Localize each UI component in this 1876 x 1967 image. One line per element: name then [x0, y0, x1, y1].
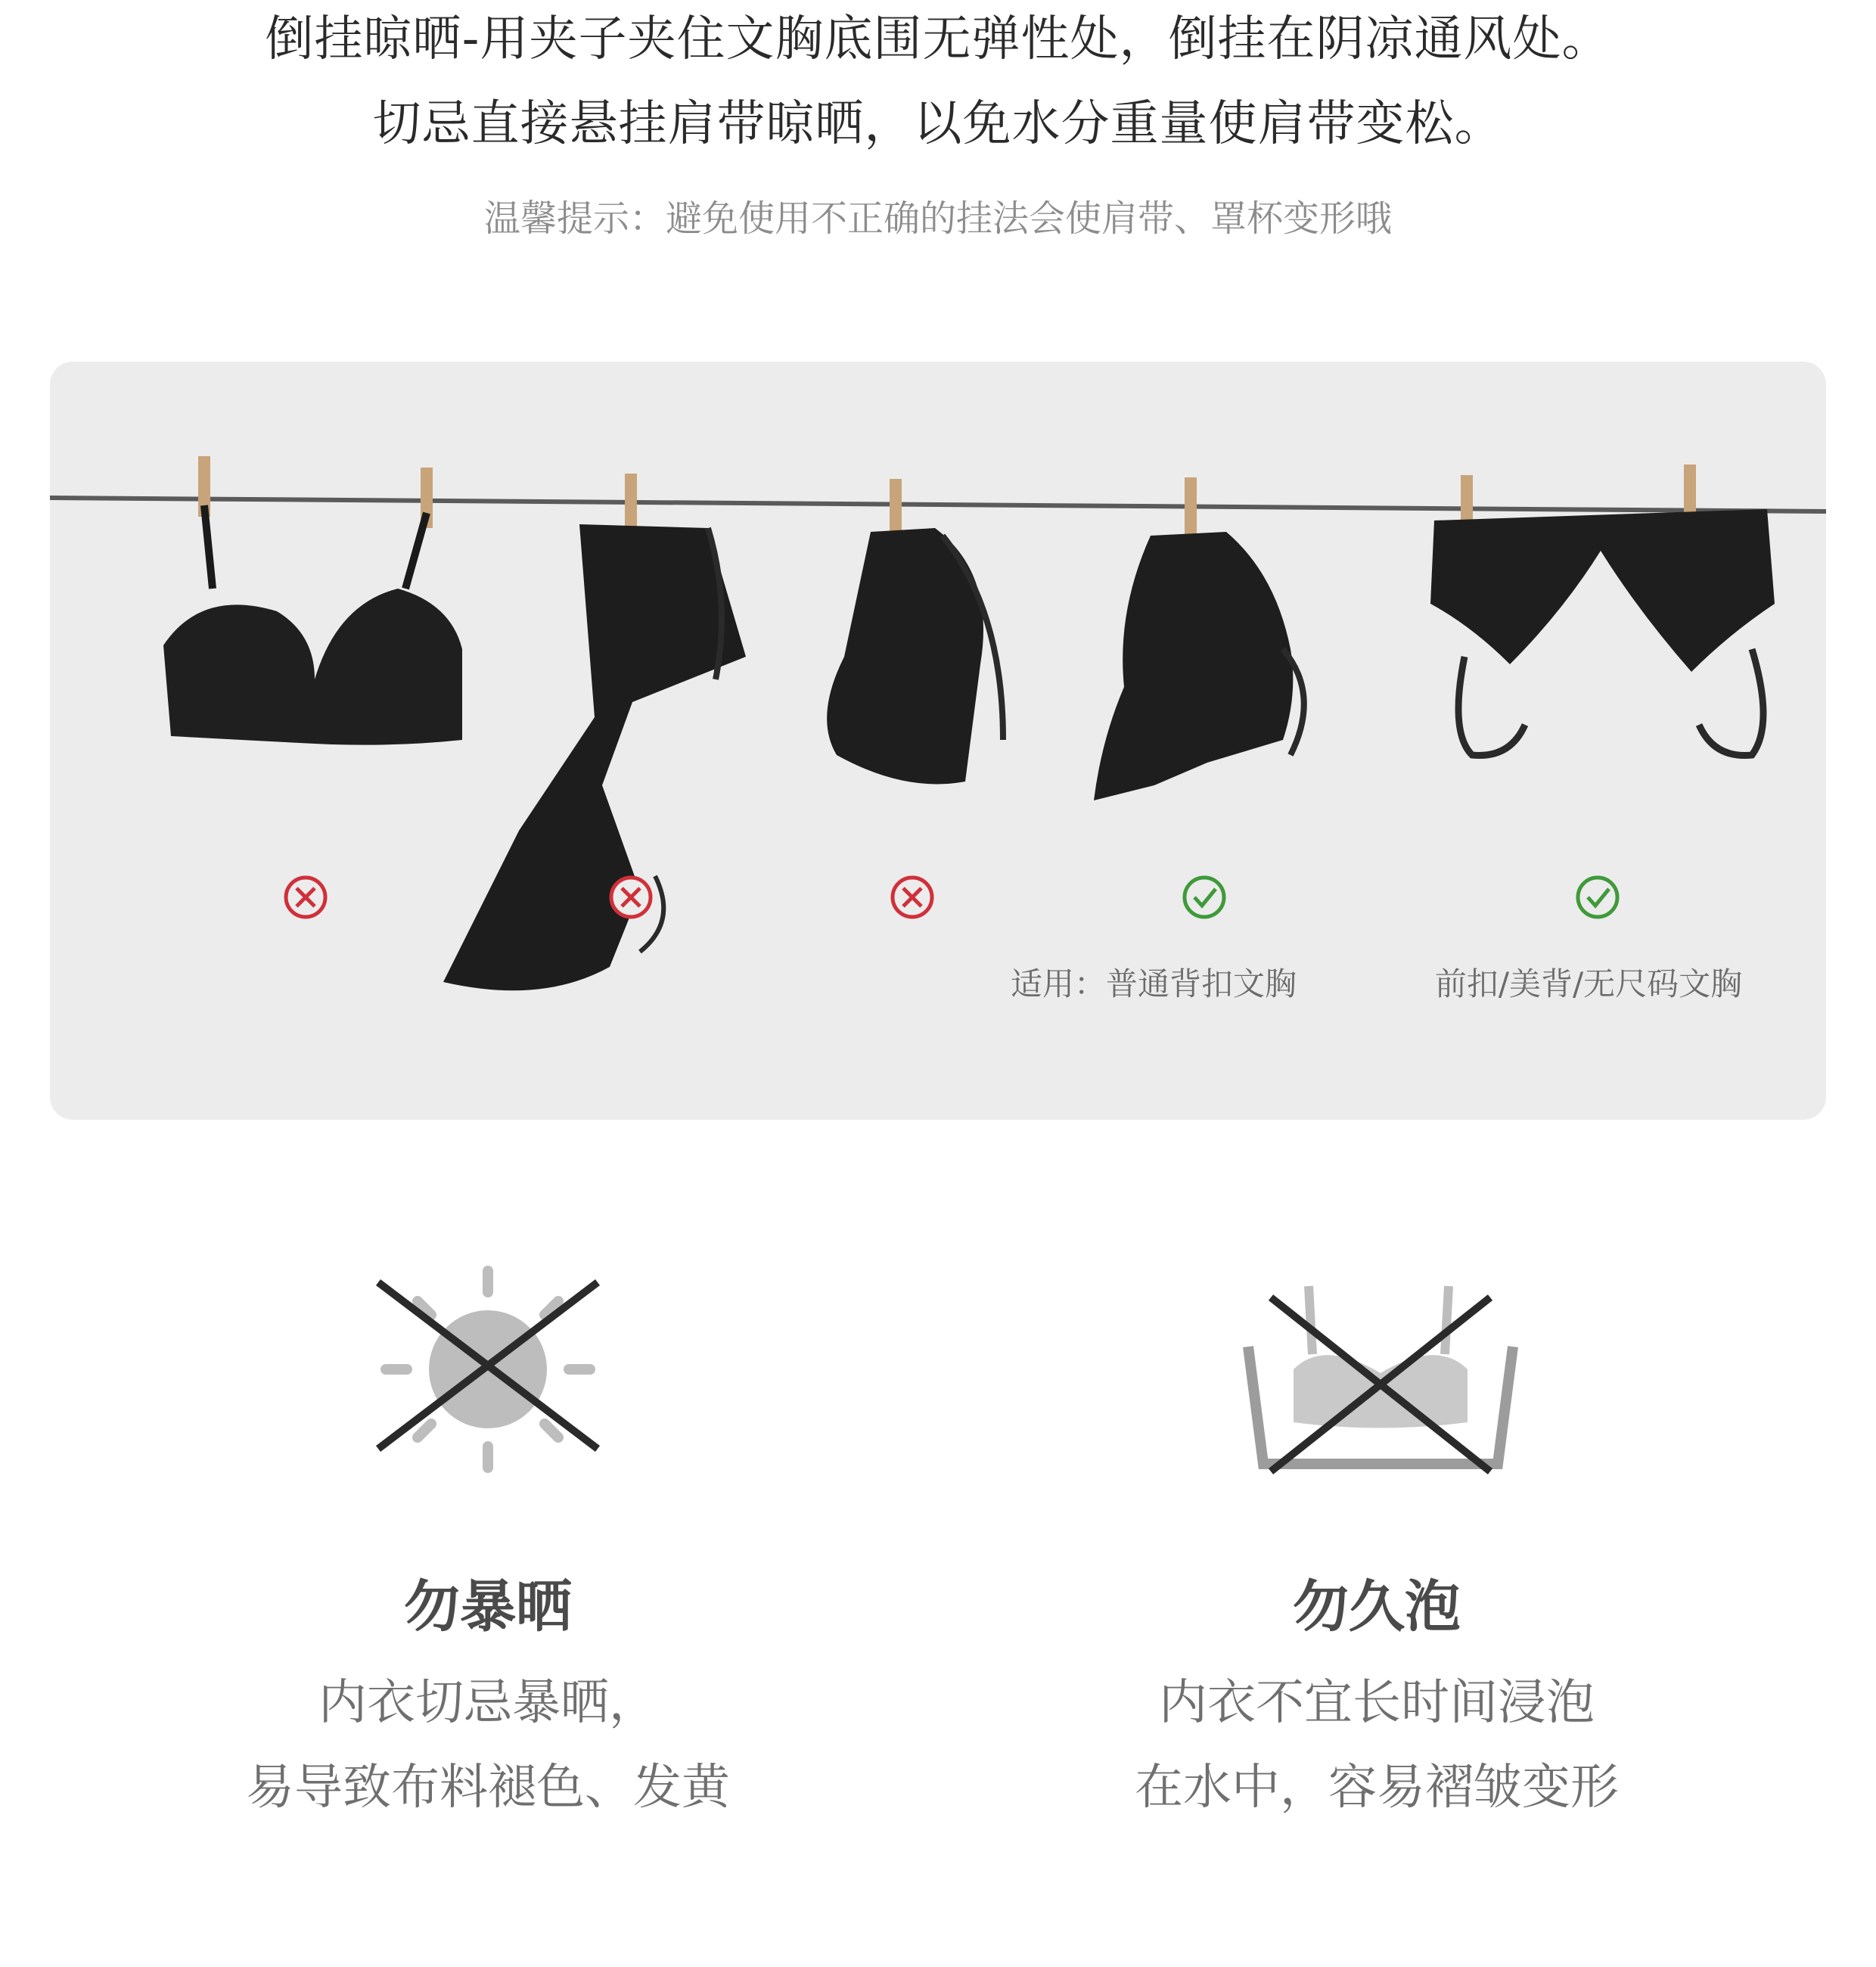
no-soak-icon	[1241, 1271, 1528, 1490]
no-soak-desc-line-1: 内衣不宜长时间浸泡	[1159, 1675, 1595, 1731]
cross-circle-icon	[611, 878, 651, 917]
instruction-line-2: 切忌直接悬挂肩带晾晒，以免水分重量使肩带变松。	[372, 96, 1504, 152]
clothesline	[50, 498, 1826, 511]
clothespin	[625, 474, 637, 534]
no-sun-desc-line-2: 易导致布料褪色、发黄	[246, 1760, 730, 1816]
no-sun-icon	[371, 1256, 613, 1483]
no-soak-title: 勿久泡	[1293, 1574, 1461, 1639]
hanging-illustration	[50, 362, 1826, 1120]
bra-hung-by-one-strap	[443, 474, 746, 990]
check-circle-icon	[1185, 878, 1224, 917]
instruction-line-1: 倒挂晾晒-用夹子夹住文胸底围无弹性处，倒挂在阴凉通风处。	[265, 11, 1611, 67]
suitable-label-regular: 适用：普通背扣文胸	[1010, 965, 1297, 1002]
bra-folded-on-line	[827, 479, 1003, 784]
no-sun-title: 勿暴晒	[404, 1574, 572, 1639]
check-circle-icon	[1578, 878, 1617, 917]
hanging-demo-panel	[50, 362, 1826, 1120]
cross-circle-icon	[286, 878, 325, 917]
warm-tip: 温馨提示：避免使用不正确的挂法会使肩带、罩杯变形哦	[483, 197, 1392, 240]
bra-hung-by-band	[1094, 477, 1304, 800]
no-soak-desc-line-2: 在水中，容易褶皱变形	[1135, 1760, 1619, 1816]
cross-circle-icon	[893, 878, 932, 917]
suitable-label-front-clasp: 前扣/美背/无尺码文胸	[1434, 965, 1743, 1002]
no-sun-desc-line-1: 内衣切忌暴晒，	[318, 1675, 657, 1731]
clothespin	[1185, 477, 1197, 538]
